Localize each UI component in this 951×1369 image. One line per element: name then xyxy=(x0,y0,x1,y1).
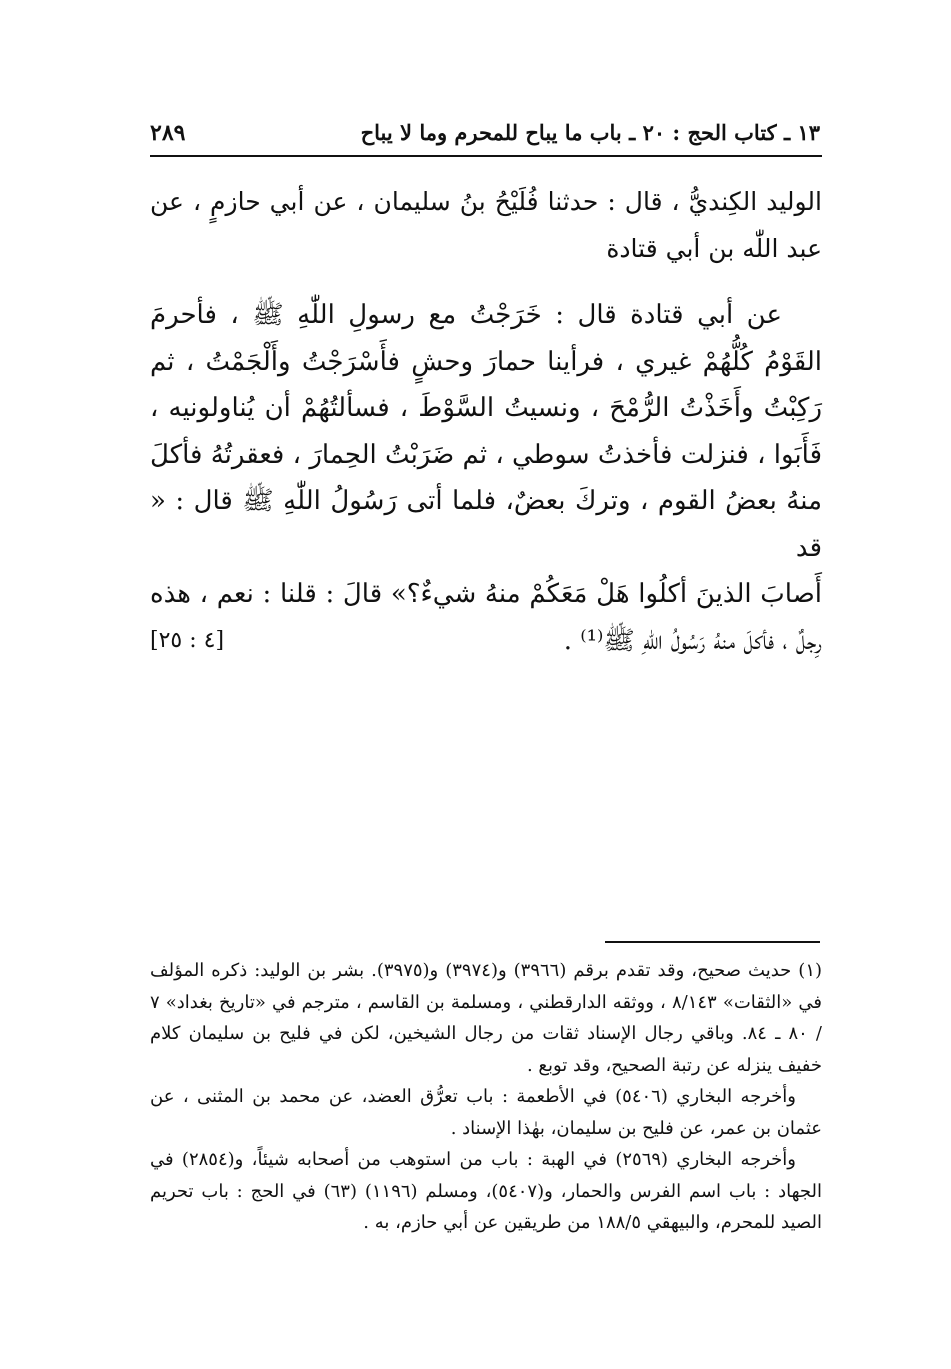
hadith-line: منهُ بعضُ القوم ، وتركَ بعضٌ، فلما أتى رَسُولُ اللّٰهِ ﷺ قال : « قد xyxy=(150,486,822,563)
hadith-text xyxy=(150,292,822,664)
chapter-title: ١٣ ـ كتاب الحج : ٢٠ ـ باب ما يباح للمحرم وما لا يباح xyxy=(360,120,820,145)
page-number: ٢٨٩ xyxy=(150,120,186,146)
hadith-line: رَكِبْتُ وأَخَذْتُ الرُّمْحَ ، ونسيتُ السَّوْطَ ، فسألتُهُمْ أن يُناولونيه ، xyxy=(150,393,822,423)
running-header xyxy=(150,120,820,154)
footnotes xyxy=(150,955,822,1239)
hadith-line: أَصابَ الذينَ أكلُوا هَلْ مَعَكُمْ منهُ شيءٌ؟» قالَ : قلنا : نعم ، هذه xyxy=(150,579,822,609)
hadith-line: القَوْمُ كُلُّهُمْ غيري ، فرأينا حمارَ وحشٍ فأَسْرَجْتُ وأَلْجَمْتُ ، ثم xyxy=(150,346,822,377)
hadith-line: عن أبي قتادة قال : خَرَجْتُ مع رسولِ اللّٰهِ ﷺ ، فأحرمَ xyxy=(150,300,782,330)
footnote-divider xyxy=(605,941,820,943)
reference-tag: [٤ : ٢٥] xyxy=(150,627,225,653)
hadith-line: رِجلٌ ، فأكلَ منهُ رَسُولُ اللّٰهِ ﷺ⁽¹⁾ . xyxy=(563,625,822,656)
hadith-last-line xyxy=(150,618,822,665)
isnad-paragraph: الوليد الكِنديُّ ، قال : حدثنا فُلَيْحُ بنُ سليمان ، عن أبي حازمٍ ، عن عبد اللّٰه بن أبي قتادة xyxy=(150,187,822,263)
hadith-line: فَأَبَوا ، فنزلت فأخذتُ سوطي ، ثم ضَرَبْتُ الحِمارَ ، فعقرتُهُ فأكلَ xyxy=(150,439,822,470)
footnote-paragraph: (١) حديث صحيح، وقد تقدم برقم (٣٩٦٦) و(٣٩٧٤) و(٣٩٧٥). بشر بن الوليد: ذكره المؤلف في «الثقات» ٨/١٤٣ ، ووثقه الدارقطني ، ومسلمة بن القاسم ، مترجم في «تاريخ بغداد» ٧ / ٨٠ ـ ٨٤. وباقي رجال الإسناد ثقات من رجال الشيخين، لكن في فليح بن سليمان كلام خفيف ينزله عن رتبة الصحيح، وقد توبع . xyxy=(150,960,823,1076)
footnote-paragraph: وأخرجه البخاري (٢٥٦٩) في الهبة : باب من استوهب من أصحابه شيئاً، و(٢٨٥٤) في الجهاد : باب اسم الفرس والحمار، و(٥٤٠٧)، ومسلم (١١٩٦) (٦٣) في الحج : باب تحريم الصيد للمحرم، والبيهقي ١٨٨/٥ من طريقين عن أبي حازم، به . xyxy=(150,1149,822,1233)
footnote-paragraph: وأخرجه البخاري (٥٤٠٦) في الأطعمة : باب تعرُّق العضد، عن محمد بن المثنى ، عن عثمان بن عمر، عن فليح بن سليمان، بهٰذا الإسناد . xyxy=(150,1086,822,1139)
header-divider xyxy=(150,155,822,157)
